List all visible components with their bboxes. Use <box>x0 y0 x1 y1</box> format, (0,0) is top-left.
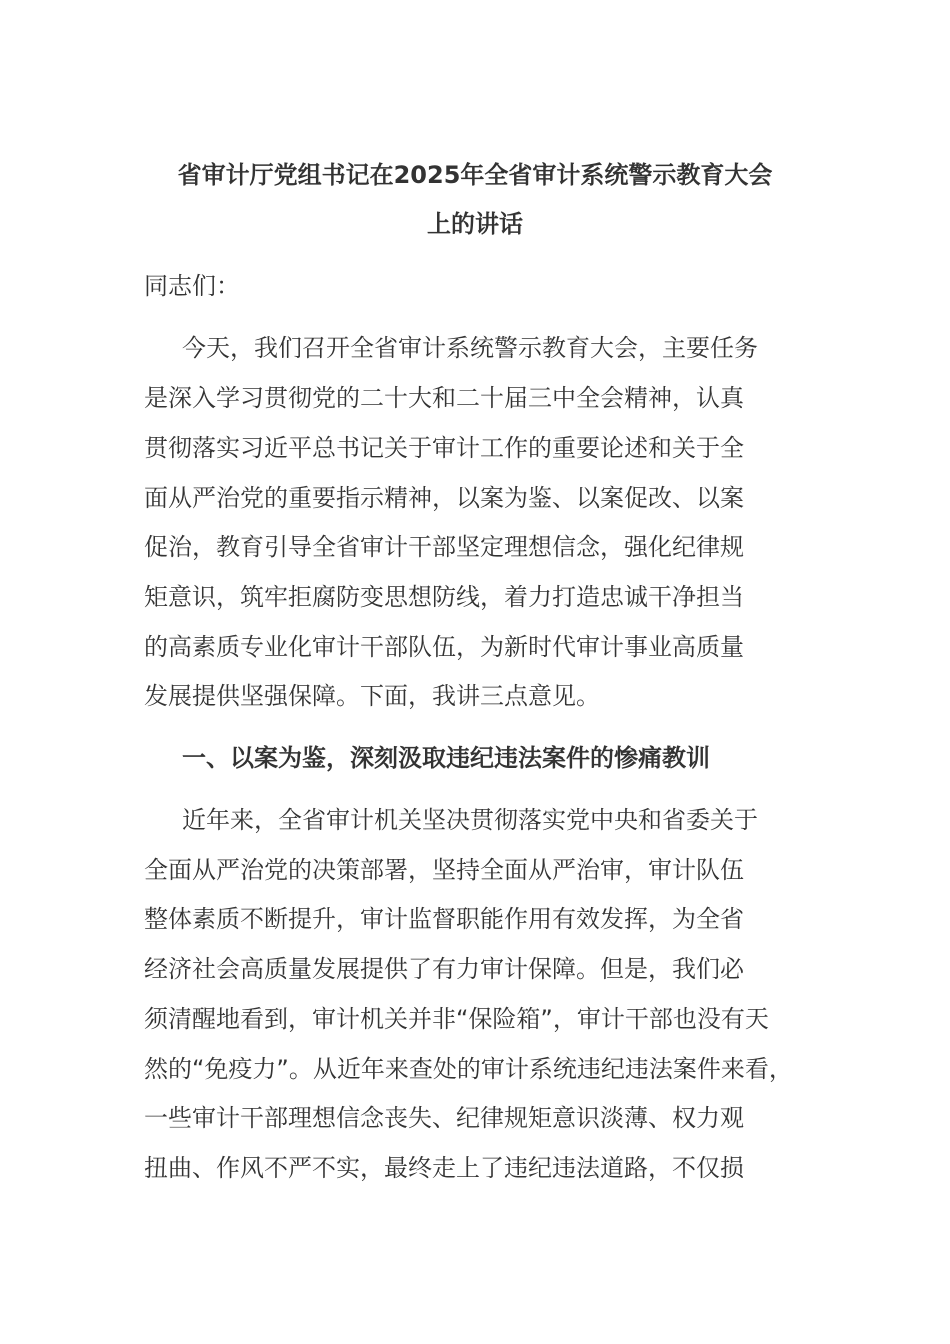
paragraph-2-line: 经济社会高质量发展提供了有力审计保障。但是，我们必 <box>144 955 744 983</box>
paragraph-1-line: 矩意识，筑牢拒腐防变思想防线，着力打造忠诚干净担当 <box>144 583 744 611</box>
paragraph-2-line: 整体素质不断提升，审计监督职能作用有效发挥，为全省 <box>144 905 744 933</box>
document-title-line-1: 省审计厅党组书记在2025年全省审计系统警示教育大会 <box>177 161 773 189</box>
paragraph-2-line: 须清醒地看到，审计机关并非“保险箱”，审计干部也没有天 <box>144 1005 769 1033</box>
paragraph-1-line: 是深入学习贯彻党的二十大和二十届三中全会精神，认真 <box>144 384 744 412</box>
paragraph-2-line: 全面从严治党的决策部署，坚持全面从严治审，审计队伍 <box>144 856 744 884</box>
paragraph-2-line: 然的“免疫力”。从近年来查处的审计系统违纪违法案件来看， <box>144 1055 793 1083</box>
salutation: 同志们： <box>144 272 240 300</box>
document-title-line-2: 上的讲话 <box>427 210 523 238</box>
paragraph-1-line: 贯彻落实习近平总书记关于审计工作的重要论述和关于全 <box>144 434 744 462</box>
paragraph-1-line: 促治，教育引导全省审计干部坚定理想信念，强化纪律规 <box>144 533 744 561</box>
paragraph-1-line: 今天，我们召开全省审计系统警示教育大会，主要任务 <box>182 334 758 362</box>
paragraph-2-line: 扭曲、作风不严不实，最终走上了违纪违法道路，不仅损 <box>144 1154 744 1182</box>
section-1-heading: 一、以案为鉴，深刻汲取违纪违法案件的惨痛教训 <box>182 744 710 772</box>
paragraph-2-line: 近年来，全省审计机关坚决贯彻落实党中央和省委关于 <box>182 806 758 834</box>
paragraph-1-line: 的高素质专业化审计干部队伍，为新时代审计事业高质量 <box>144 633 744 661</box>
paragraph-1-line: 面从严治党的重要指示精神，以案为鉴、以案促改、以案 <box>144 484 744 512</box>
paragraph-1-line: 发展提供坚强保障。下面，我讲三点意见。 <box>144 682 600 710</box>
paragraph-2-line: 一些审计干部理想信念丧失、纪律规矩意识淡薄、权力观 <box>144 1104 744 1132</box>
